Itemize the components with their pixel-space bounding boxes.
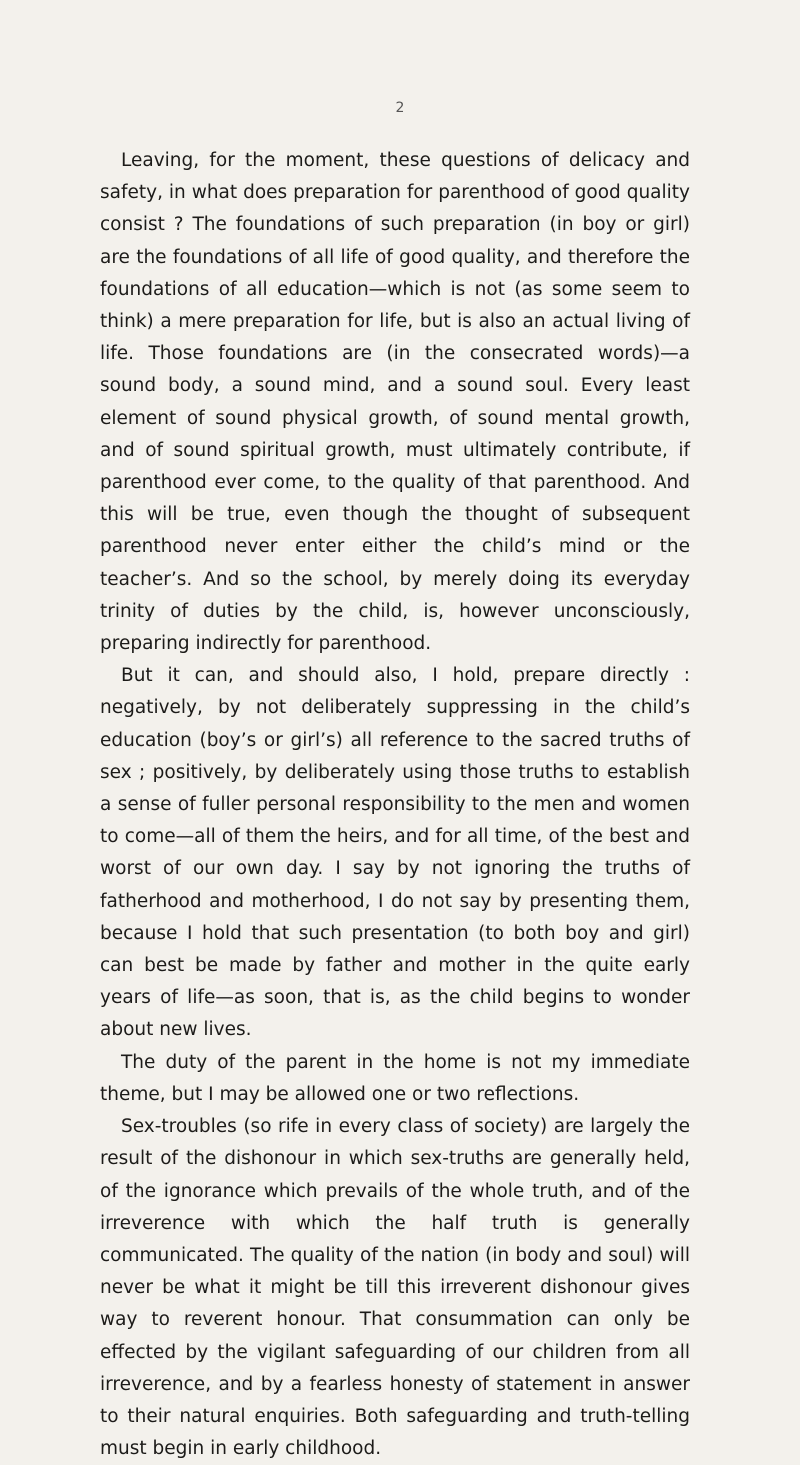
body-text bbox=[100, 145, 690, 1465]
paragraph-parent-duty: The duty of the parent in the home is not my immediate theme, but I may be allowed one or two reflections. bbox=[100, 1051, 690, 1105]
paragraph-direct-preparation: But it can, and should also, I hold, prepare directly : negatively, by not deliberately suppressing in the child’s education (boy’s or girl’s) all reference to the sacred truths of sex ; positively, by deliberately using those truths to establish a sense of fuller personal responsibility to the men and women to come—all of them the heirs, and for all time, of the best and worst of our own day. I say by not ignoring the truths of fatherhood and motherhood, I do not say by presenting them, because I hold that such presentation (to both boy and girl) can best be made by father and mother in the quite early years of life—as soon, that is, as the child begins to wonder about new lives. bbox=[100, 665, 690, 1041]
paragraph-preparation-foundations: Leaving, for the moment, these questions of delicacy and safety, in what does preparation for parenthood of good quality consist ? The foundations of such preparation (in boy or girl) are the foundations of all life of good quality, and therefore the foundations of all education—which is not (as some seem to think) a mere preparation for life, but is also an actual living of life. Those foundations are (in the consecrated words)—a sound body, a sound mind, and a sound soul. Every least element of sound physical growth, of sound mental growth, and of sound spiritual growth, must ultimately contribute, if parenthood ever come, to the quality of that parenthood. And this will be true, even though the thought of subsequent parenthood never enter either the child’s mind or the teacher’s. And so the school, by merely doing its everyday trinity of duties by the child, is, however unconsciously, preparing indirectly for parenthood. bbox=[100, 150, 690, 655]
page-number: 2 bbox=[395, 100, 405, 116]
paragraph-sex-troubles: Sex-troubles (so rife in every class of society) are largely the result of the dishonour in which sex-truths are generally held, of the ignorance which prevails of the whole truth, and of the irreverence with which the half truth is generally communicated. The quality of the nation (in body and soul) will never be what it might be till this irreverent dishonour gives way to reverent honour. That consummation can only be effected by the vigilant safeguarding of our children from all irreverence, and by a fearless honesty of statement in answer to their natural enquiries. Both safeguarding and truth-telling must begin in early childhood. bbox=[100, 1116, 690, 1460]
